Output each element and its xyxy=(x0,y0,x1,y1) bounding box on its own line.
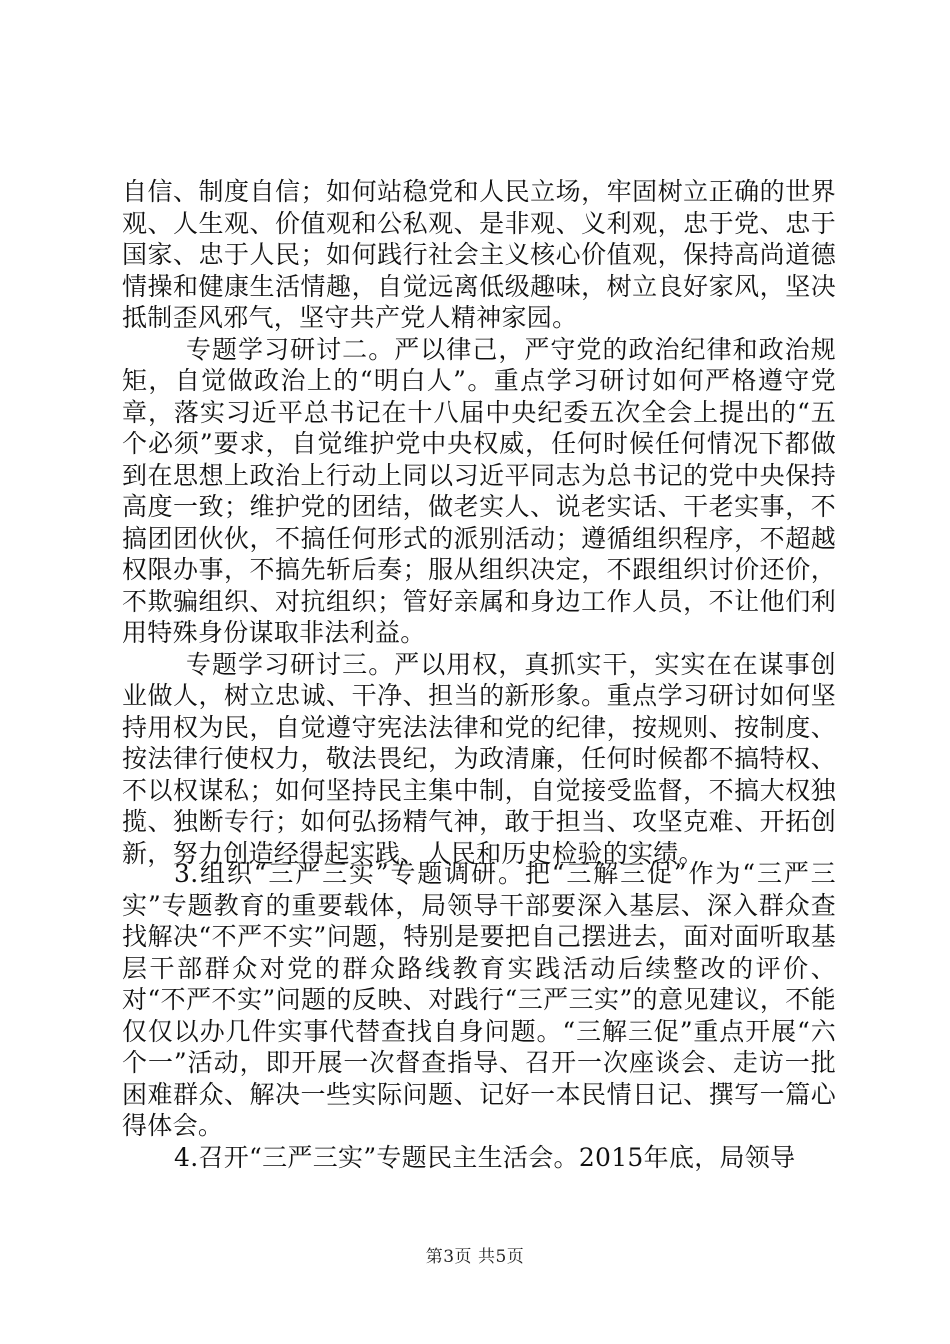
paragraph-values: 自信、制度自信；如何站稳党和人民立场，牢固树立正确的世界观、人生观、价值观和公私观、是非观、义利观，忠于党、忠于国家、忠于人民；如何践行社会主义核心价值观，保持高尚道德情操和健康生活情趣，自觉远离低级趣味，树立良好家风，坚决抵制歪风邪气，坚守共产党人精神家园。 xyxy=(122,177,836,332)
body-text-section-2 xyxy=(122,858,836,1173)
paragraph-study-topic-3: 专题学习研讨三。严以用权，真抓实干，实实在在谋事创业做人，树立忠诚、干净、担当的新形象。重点学习研讨如何坚持用权为民，自觉遵守宪法法律和党的纪律，按规则、按制度、按法律行使权力，敬法畏纪，为政清廉，任何时候都不搞特权、不以权谋私；如何坚持民主集中制，自觉接受监督，不搞大权独揽、独断专行；如何弘扬精气神，敢于担当、攻坚克难、开拓创新，努力创造经得起实践、人民和历史检验的实绩。 xyxy=(122,649,836,868)
paragraph-item-3: 3.组织“三严三实”专题调研。把“三解三促”作为“三严三实”专题教育的重要载体，局领导干部要深入基层、深入群众查找解决“不严不实”问题，特别是要把自己摆进去，面对面听取基层干部群众对党的群众路线教育实践活动后续整改的评价、对“不严不实”问题的反映、对践行“三严三实”的意见建议，不能仅仅以办几件实事代替查找自身问题。“三解三促”重点开展“六个一”活动，即开展一次督查指导、召开一次座谈会、走访一批困难群众、解决一些实际问题、记好一本民情日记、撰写一篇心得体会。 xyxy=(122,859,836,1140)
paragraph-study-topic-2: 专题学习研讨二。严以律己，严守党的政治纪律和政治规矩，自觉做政治上的“明白人”。重点学习研讨如何严格遵守党章，落实习近平总书记在十八届中央纪委五次全会上提出的“五个必须”要求，自觉维护党中央权威，任何时候任何情况下都做到在思想上政治上行动上同以习近平同志为总书记的党中央保持高度一致；维护党的团结，做老实人、说老实话、干老实事，不搞团团伙伙，不搞任何形式的派别活动；遵循组织程序，不超越权限办事，不搞先斩后奏；服从组织决定，不跟组织讨价还价，不欺骗组织、对抗组织；管好亲属和身边工作人员，不让他们利用特殊身份谋取非法利益。 xyxy=(122,334,836,647)
body-text-section-1 xyxy=(122,176,836,869)
page-number-footer: 第3页 共5页 xyxy=(425,1247,525,1267)
paragraph-item-4: 4.召开“三严三实”专题民主生活会。2015年底，局领导 xyxy=(174,1142,796,1172)
